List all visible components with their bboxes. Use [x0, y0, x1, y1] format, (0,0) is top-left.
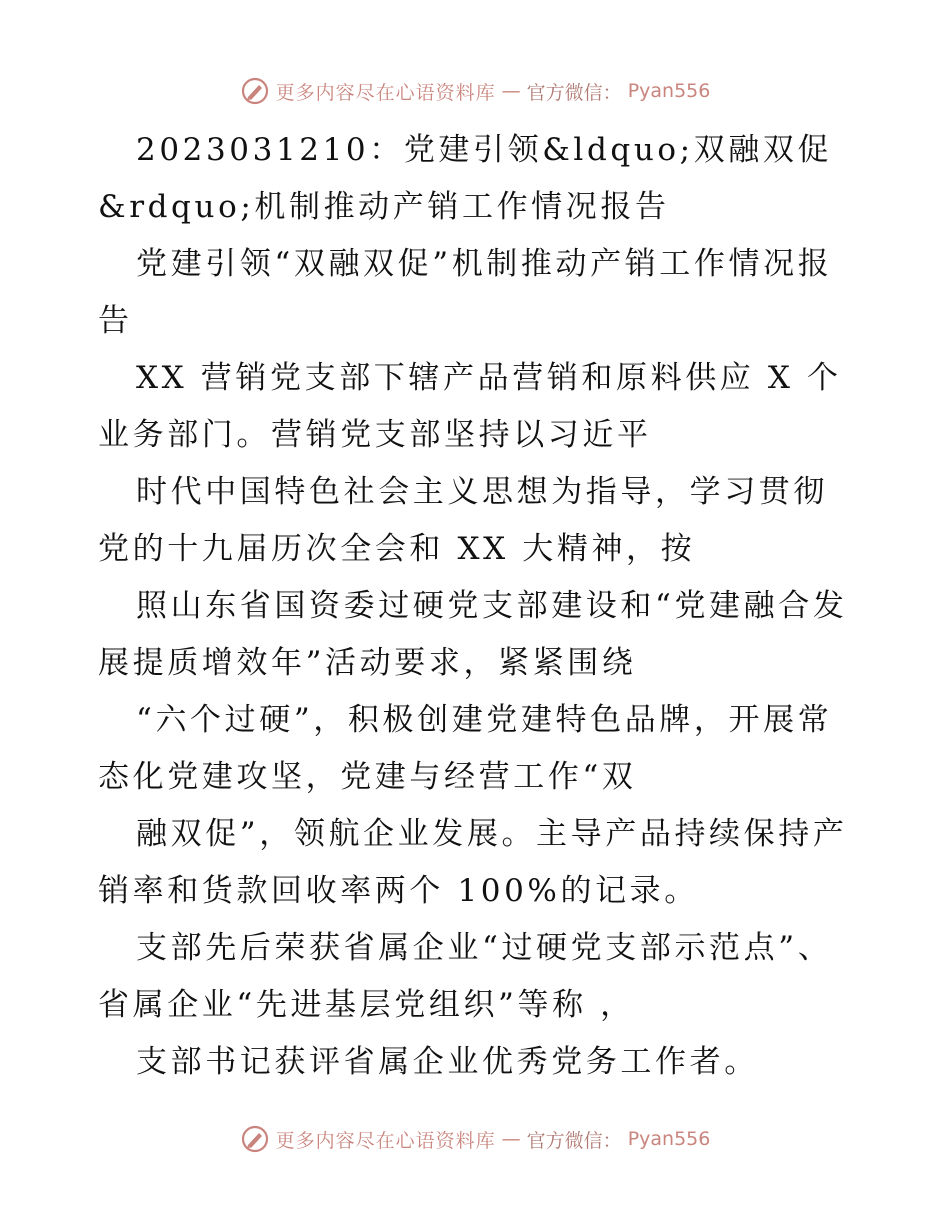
watermark-sub-text: 官方微信： — [526, 1129, 622, 1152]
paragraph: 照山东省国资委过硬党支部建设和“党建融合发展提质增效年”活动要求，紧紧围绕 — [98, 588, 848, 681]
paragraph-heading: 党建引领“双融双促”机制推动产销工作情况报告 — [98, 246, 833, 339]
watermark-main-text: 更多内容尽在心语资料库 — [275, 81, 496, 104]
header-watermark — [0, 74, 950, 108]
paragraph: 支部书记获评省属企业优秀党务工作者。 — [136, 1044, 759, 1080]
pen-logo-icon — [240, 1124, 270, 1154]
paragraph: “六个过硬”，积极创建党建特色品牌，开展常态化党建攻坚，党建与经营工作“双 — [98, 702, 833, 795]
watermark-account: Pyan556 — [627, 1128, 711, 1150]
document-body — [98, 122, 858, 1091]
paragraph: 支部先后荣获省属企业“过硬党支部示范点”、省属企业“先进基层党组织”等称 ， — [98, 930, 833, 1023]
paragraph-title: 2023031210：党建引领&ldquo;双融双促&rdquo;机制推动产销工作情况报告 — [98, 132, 833, 225]
paragraph: 融双促”，领航企业发展。主导产品持续保持产销率和货款回收率两个 100%的记录。 — [98, 816, 848, 909]
watermark-sub-text: 官方微信： — [526, 81, 622, 104]
paragraph: XX 营销党支部下辖产品营销和原料供应 X 个业务部门。营销党支部坚持以习近平 — [98, 360, 842, 453]
pen-logo-icon — [240, 76, 270, 106]
paragraph: 时代中国特色社会主义思想为指导，学习贯彻党的十九届历次全会和 XX 大精神，按 — [98, 474, 828, 567]
watermark-main-text: 更多内容尽在心语资料库 — [275, 1129, 496, 1152]
watermark-separator: — — [501, 80, 521, 102]
footer-watermark — [0, 1122, 950, 1156]
watermark-account: Pyan556 — [627, 80, 711, 102]
watermark-separator: — — [501, 1128, 521, 1150]
